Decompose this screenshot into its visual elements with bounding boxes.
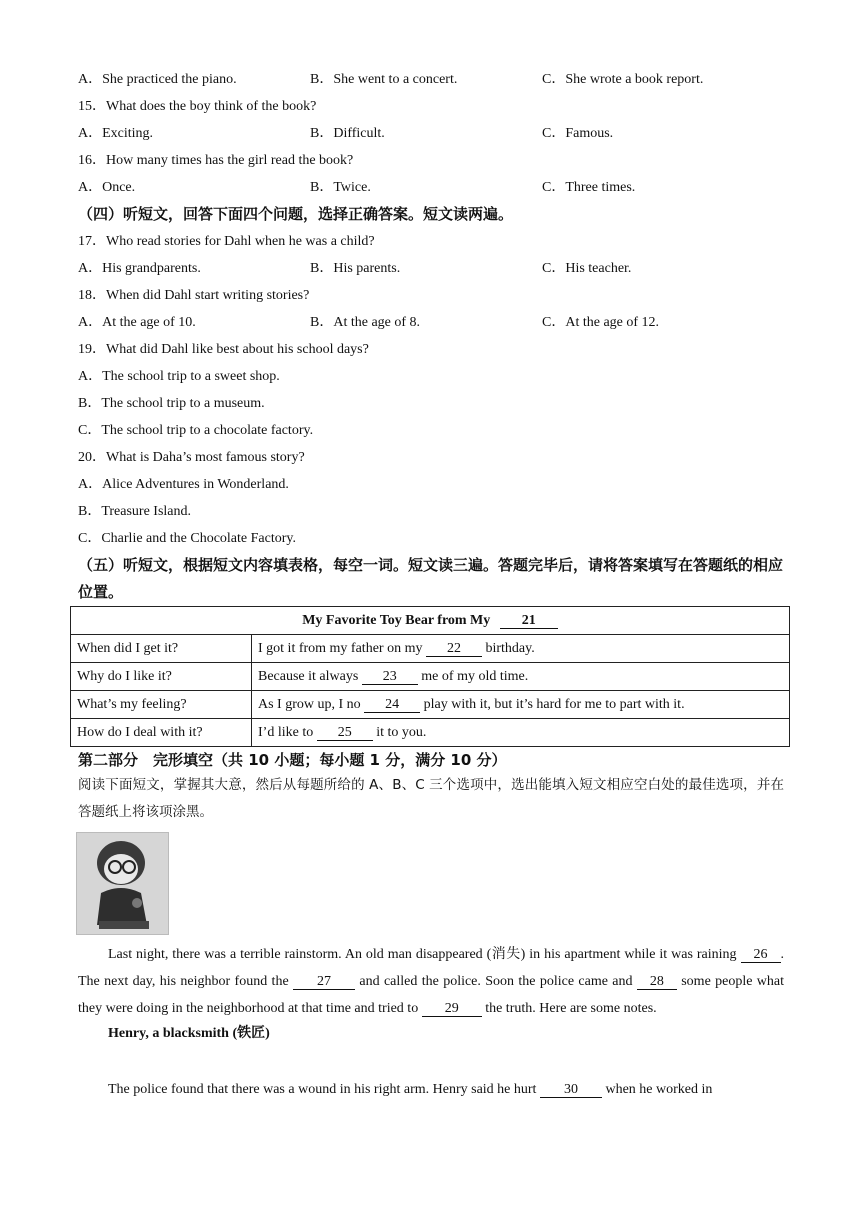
row-question: Why do I like it? [71, 663, 252, 691]
passage-text: some people what they were doing in the neighborhood at that time and tried to [78, 974, 785, 1016]
row-answer [252, 719, 790, 747]
answer-pre: I got it from my father on my [258, 640, 423, 656]
blank-24: 24 [364, 697, 420, 713]
blank-21: 21 [500, 613, 558, 629]
section-4-title: （四）听短文，回答下面四个问题，选择正确答案。短文读两遍。 [78, 205, 514, 223]
q18-option-b: B．At the age of 8. [310, 315, 421, 330]
q14-option-b: B．She went to a concert. [310, 72, 458, 87]
blank-22: 22 [426, 641, 482, 657]
q19-option-a: A．The school trip to a sweet shop. [78, 369, 280, 384]
q15-option-b: B．Difficult. [310, 126, 385, 141]
row-answer [252, 663, 790, 691]
q20-option-a: A．Alice Adventures in Wonderland. [78, 477, 289, 492]
table-row [71, 663, 790, 691]
q20-option-c: C．Charlie and the Chocolate Factory. [78, 531, 296, 546]
answer-post: me of my old time. [421, 668, 529, 684]
blank-30: 30 [540, 1082, 602, 1098]
q19-option-b: B．The school trip to a museum. [78, 396, 265, 411]
blank-26: 26 [741, 947, 781, 963]
row-question: When did I get it? [71, 635, 252, 663]
q19-option-c: C．The school trip to a chocolate factory. [78, 423, 314, 438]
q16-option-a: A．Once. [78, 180, 136, 195]
q17-option-b: B．His parents. [310, 261, 401, 276]
q14-option-c: C．She wrote a book report. [542, 72, 704, 87]
blank-29: 29 [422, 1001, 482, 1017]
q19-stem: 19．What did Dahl like best about his school days? [78, 342, 369, 357]
q18-option-a: A．At the age of 10. [78, 315, 196, 330]
q15-option-a: A．Exciting. [78, 126, 154, 141]
table-row [71, 635, 790, 663]
q17-option-c: C．His teacher. [542, 261, 632, 276]
answer-pre: Because it always [258, 668, 359, 684]
blank-23: 23 [362, 669, 418, 685]
henry-heading: Henry, a blacksmith (铁匠) [108, 1026, 270, 1041]
blank-28: 28 [637, 974, 677, 990]
answer-post: it to you. [376, 724, 427, 740]
answer-post: birthday. [485, 640, 535, 656]
passage-paragraph-1 [78, 941, 784, 1022]
table-header-text: My Favorite Toy Bear from My [302, 612, 491, 628]
passage-paragraph-2 [78, 1076, 784, 1103]
table-row [71, 719, 790, 747]
fill-in-table [70, 606, 790, 747]
part-2-title: 第二部分 完形填空（共 10 小题；每小题 1 分，满分 10 分） [78, 751, 507, 769]
passage-text: the truth. Here are some notes. [485, 1001, 657, 1016]
passage-text: The police found that there was a wound in his right arm. Henry said he hurt [108, 1082, 537, 1097]
answer-post: play with it, but it’s hard for me to part with it. [423, 696, 685, 712]
q16-option-c: C．Three times. [542, 180, 636, 195]
q16-stem: 16．How many times has the girl read the book? [78, 153, 354, 168]
row-question: What’s my feeling? [71, 691, 252, 719]
passage-text: Last night, there was a terrible rainstorm. An old man disappeared (消失) in his apartment while it was raining [108, 947, 737, 962]
q18-stem: 18．When did Dahl start writing stories? [78, 288, 310, 303]
part-2-instructions: 阅读下面短文，掌握其大意，然后从每题所给的 A、B、C 三个选项中，选出能填入短文相应空白处的最佳选项，并在答题纸上将该项涂黑。 [78, 777, 784, 820]
blank-25: 25 [317, 725, 373, 741]
table-header [71, 607, 790, 635]
detective-cartoon-image [76, 832, 169, 935]
q15-option-c: C．Famous. [542, 126, 614, 141]
section-5-title: （五）听短文，根据短文内容填表格，每空一词。短文读三遍。答题完毕后，请将答案填写在答题纸的相应位置。 [78, 556, 784, 601]
q20-stem: 20．What is Daha’s most famous story? [78, 450, 305, 465]
q17-stem: 17．Who read stories for Dahl when he was a child? [78, 234, 375, 249]
blank-27: 27 [293, 974, 355, 990]
row-answer [252, 691, 790, 719]
answer-pre: As I grow up, I no [258, 696, 361, 712]
q16-option-b: B．Twice. [310, 180, 371, 195]
table-row [71, 691, 790, 719]
q15-stem: 15．What does the boy think of the book? [78, 99, 317, 114]
q18-option-c: C．At the age of 12. [542, 315, 660, 330]
q20-option-b: B．Treasure Island. [78, 504, 192, 519]
q17-option-a: A．His grandparents. [78, 261, 201, 276]
answer-pre: I’d like to [258, 724, 314, 740]
passage-text: when he worked in [605, 1082, 713, 1097]
row-answer [252, 635, 790, 663]
passage-text: and called the police. Soon the police came and [359, 974, 633, 989]
passage-text: . The next day, his neighbor found the [78, 947, 785, 989]
row-question: How do I deal with it? [71, 719, 252, 747]
q14-option-a: A．She practiced the piano. [78, 72, 237, 87]
